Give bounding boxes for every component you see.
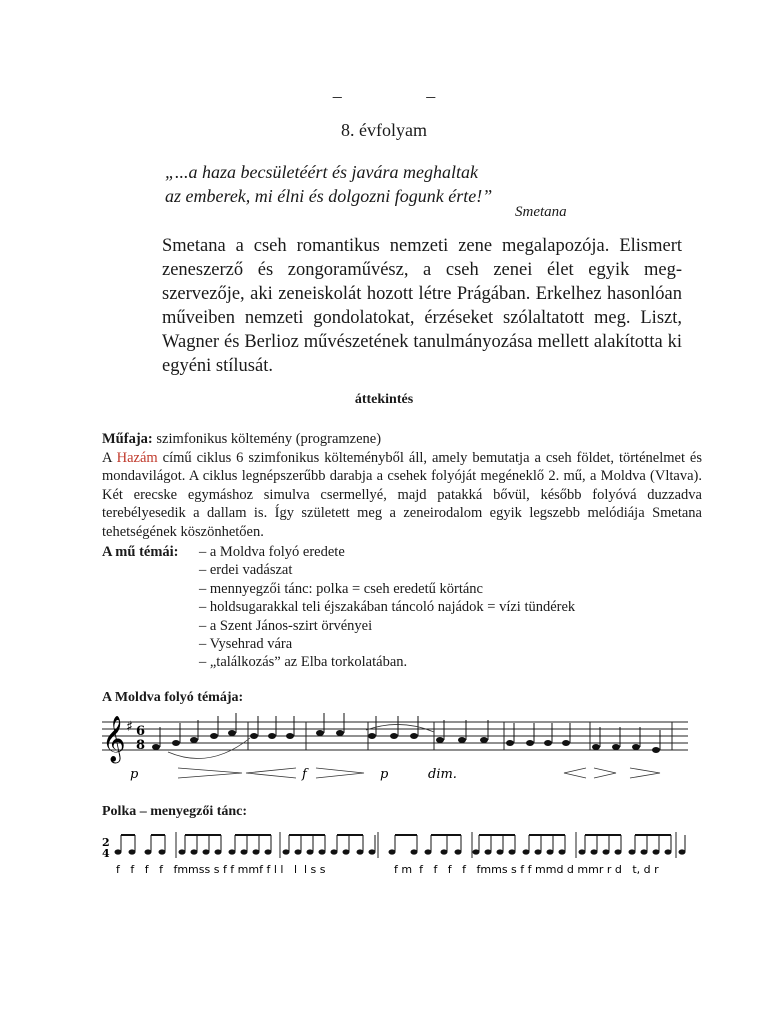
note-head-icon — [455, 849, 462, 854]
polka-notes — [115, 832, 686, 858]
note-head-icon — [250, 733, 258, 739]
note-head-icon — [286, 733, 294, 739]
note-head-icon — [473, 849, 480, 854]
note-head-icon — [229, 849, 236, 854]
dynamic-mark: p — [380, 767, 389, 782]
note-head-icon — [129, 849, 136, 854]
polka-time-top: 2 — [102, 836, 110, 849]
note-head-icon — [615, 849, 622, 854]
key-signature-sharp-icon: ♯ — [126, 719, 133, 735]
hazam-highlight: Hazám — [116, 449, 158, 466]
genre-label: Műfaja: — [102, 431, 153, 447]
note-head-icon — [579, 849, 586, 854]
note-head-icon — [331, 849, 338, 854]
theme-item: – Vysehrad vára — [199, 636, 293, 653]
note-head-icon — [369, 849, 376, 854]
theme-item: – a Moldva folyó eredete — [199, 544, 345, 560]
note-head-icon — [612, 744, 620, 750]
note-head-icon — [253, 849, 260, 854]
note-head-icon — [191, 849, 198, 854]
note-head-icon — [368, 733, 376, 739]
note-head-icon — [210, 733, 218, 739]
note-head-icon — [603, 849, 610, 854]
note-head-icon — [544, 740, 552, 746]
polka-time-bottom: 4 — [102, 847, 110, 860]
note-head-icon — [152, 744, 160, 750]
note-head-icon — [172, 740, 180, 746]
note-head-icon — [295, 849, 302, 854]
note-head-icon — [203, 849, 210, 854]
moldva-time-bottom: 8 — [136, 738, 146, 753]
theme-item: – mennyegzői tánc: polka = cseh eredetű körtánc — [199, 580, 483, 597]
note-head-icon — [389, 849, 396, 854]
decrescendo-hairpin-icon — [316, 768, 364, 778]
note-head-icon — [190, 737, 198, 743]
note-head-icon — [159, 849, 166, 854]
crescendo-hairpin-icon — [564, 768, 586, 778]
note-head-icon — [458, 737, 466, 743]
note-head-icon — [436, 737, 444, 743]
note-head-icon — [665, 849, 672, 854]
note-head-icon — [115, 849, 122, 854]
quote-line-2: az emberek, mi élni és dolgozni fogunk érte!” — [165, 186, 493, 206]
theme-item: – erdei vadászat — [199, 562, 293, 579]
crescendo-hairpin-icon — [246, 768, 296, 778]
polka-solfa-1: f f f f fmmss s f f mmf f l l l l s s — [116, 863, 326, 876]
dynamic-mark: p — [130, 767, 139, 782]
note-head-icon — [390, 733, 398, 739]
note-head-icon — [652, 747, 660, 753]
note-head-icon — [641, 849, 648, 854]
note-head-icon — [241, 849, 248, 854]
note-head-icon — [526, 740, 534, 746]
themes-label: A mű témái: — [102, 544, 179, 560]
genre-text-pre: A — [102, 449, 112, 466]
note-head-icon — [441, 849, 448, 854]
grade-heading: 8. évfolyam — [341, 120, 427, 140]
note-head-icon — [411, 849, 418, 854]
note-head-icon — [145, 849, 152, 854]
note-head-icon — [336, 730, 344, 736]
quote-author: Smetana — [515, 204, 567, 220]
note-head-icon — [265, 849, 272, 854]
moldva-time-top: 6 — [136, 724, 146, 739]
note-head-icon — [228, 730, 236, 736]
note-head-icon — [592, 744, 600, 750]
note-head-icon — [535, 849, 542, 854]
note-head-icon — [509, 849, 516, 854]
note-head-icon — [307, 849, 314, 854]
note-head-icon — [283, 849, 290, 854]
moldva-title: A Moldva folyó témája: — [102, 690, 244, 705]
intro-paragraph: Smetana a cseh romantikus nemzeti zene megalapozója. Elismert zeneszerző és zongoraművész, a cseh zenei élet egyik meg-szervezője, aki zeneiskolát hozott létre Prágában. Erkelhez hasonlóan műveiben nemzeti gondolatokat, érzéseket szólaltatott meg. Liszt, Wagner és Berlioz művészetének tanulmányozása mellett alakította ki egyéni stílusát. — [162, 236, 682, 376]
note-head-icon — [632, 744, 640, 750]
note-head-icon — [559, 849, 566, 854]
note-head-icon — [629, 849, 636, 854]
note-head-icon — [316, 730, 324, 736]
note-head-icon — [679, 849, 686, 854]
note-head-icon — [562, 740, 570, 746]
note-head-icon — [506, 740, 514, 746]
note-head-icon — [179, 849, 186, 854]
note-head-icon — [357, 849, 364, 854]
quote-line-1: „...a haza becsületéért és javára meghaltak — [165, 162, 478, 182]
decrescendo-hairpin-icon — [594, 768, 616, 778]
note-head-icon — [319, 849, 326, 854]
note-head-icon — [591, 849, 598, 854]
polka-title: Polka – menyegzői tánc: — [102, 804, 248, 819]
note-head-icon — [480, 737, 488, 743]
note-head-icon — [215, 849, 222, 854]
polka-rhythm — [102, 832, 686, 876]
treble-clef-icon: 𝄞 — [102, 716, 126, 762]
crescendo-hairpin-icon — [178, 768, 242, 778]
note-head-icon — [523, 849, 530, 854]
moldva-staff — [102, 713, 688, 782]
theme-item: – a Szent János-szirt örvényei — [199, 617, 373, 634]
decrescendo-hairpin-icon — [630, 768, 660, 778]
polka-solfa-2: f m f f f f fmms s f f mmd d mmr r d t, d r — [394, 863, 659, 876]
theme-item: – „találkozás” az Elba torkolatában. — [199, 654, 408, 671]
theme-item: – holdsugarakkal teli éjszakában táncoló najádok = vízi tündérek — [199, 599, 576, 616]
note-head-icon — [268, 733, 276, 739]
note-head-icon — [653, 849, 660, 854]
genre-text-post: című ciklus 6 szimfonikus költeményből áll, amely bemutatja a cseh földet, történelmet és mondavilágot. A ciklus legnépszerűbb darabja a csehek folyóját megéneklő 2. mű, a Moldva (Vltava). Két erecske egymáshoz simulva csermellyé, majd patakká bővül, később folyóvá duzzadva terebélyesedik a dallam is. Így született meg a zeneirodalom egyik legszebb melódiája Smetana tehetségének köszönhetően. — [102, 449, 702, 540]
note-head-icon — [547, 849, 554, 854]
note-head-icon — [425, 849, 432, 854]
overview-title: áttekintés — [354, 392, 414, 407]
note-head-icon — [485, 849, 492, 854]
header-dashes: – – — [332, 86, 436, 106]
dynamic-mark: dim. — [428, 767, 457, 782]
note-head-icon — [410, 733, 418, 739]
genre-value: szimfonikus költemény (programzene) — [156, 431, 382, 447]
note-head-icon — [497, 849, 504, 854]
note-head-icon — [343, 849, 350, 854]
dynamic-mark: f — [302, 767, 307, 782]
